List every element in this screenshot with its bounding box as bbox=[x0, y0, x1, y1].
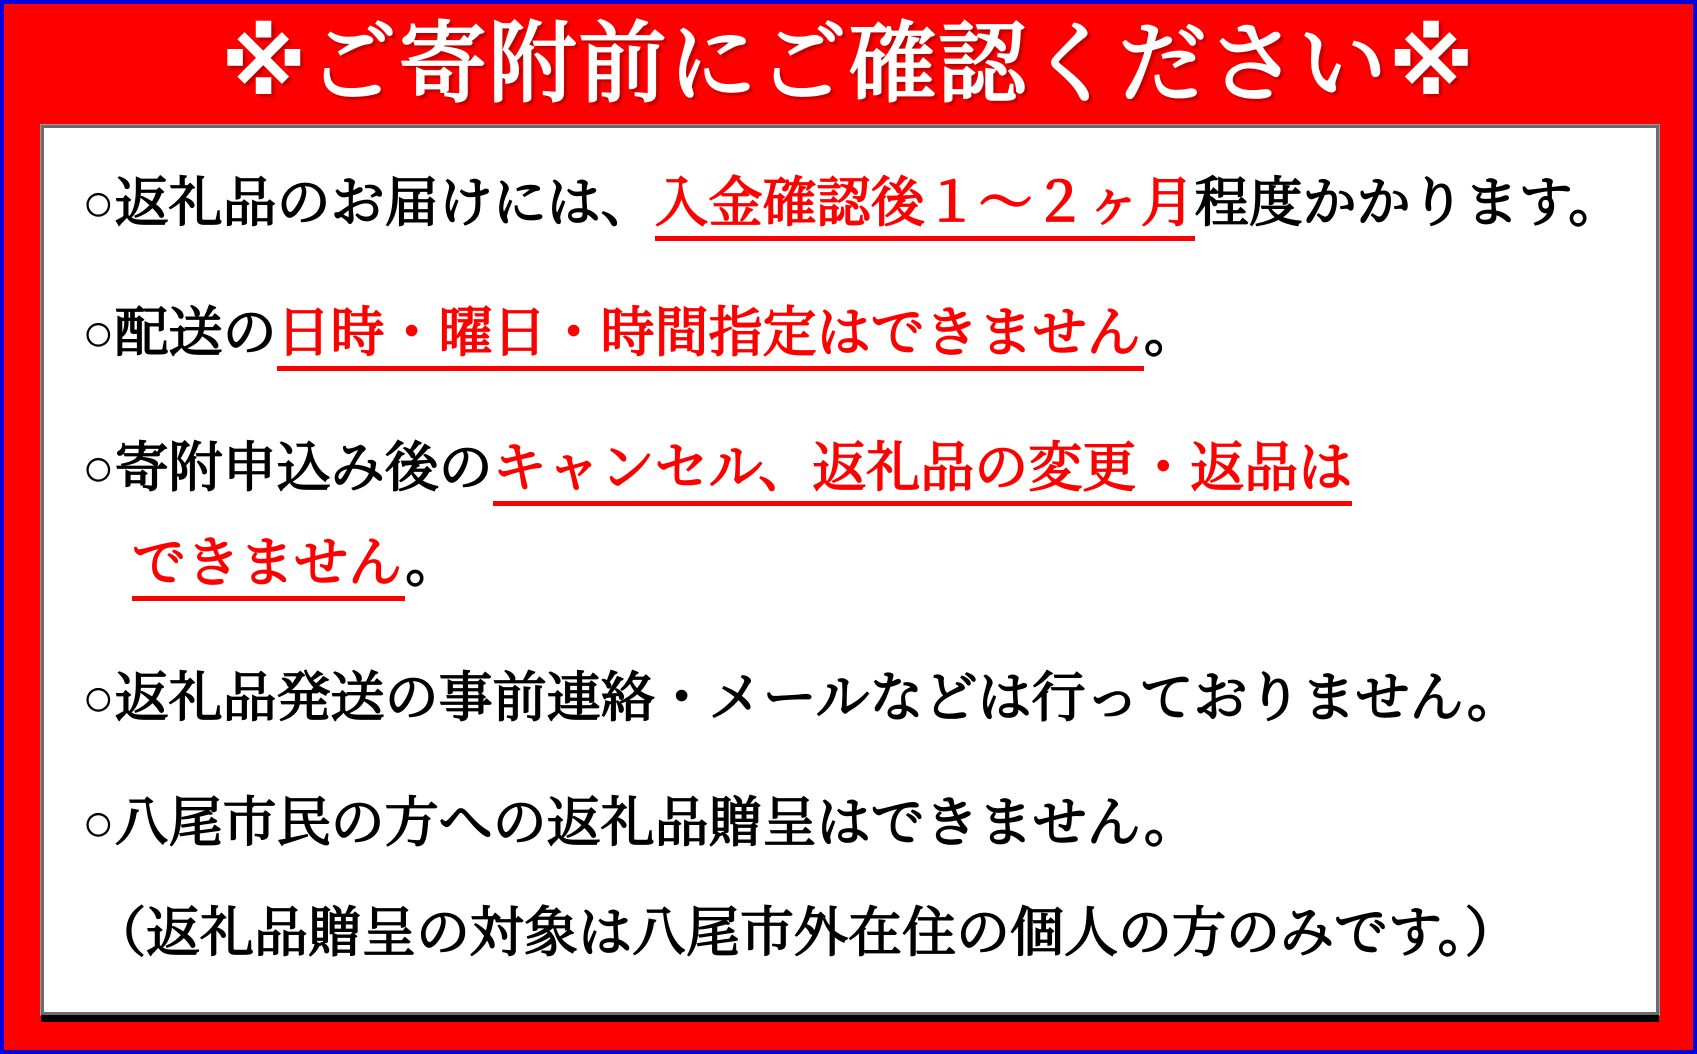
emphasized-text: キャンセル、返礼品の変更・返品は bbox=[493, 438, 1353, 506]
plain-text: 。 bbox=[405, 533, 460, 593]
plain-text: 。 bbox=[1143, 303, 1198, 363]
plain-text: 程度かかります。 bbox=[1194, 173, 1623, 233]
plain-text: ○八尾市民の方への返礼品贈呈はできません。 bbox=[82, 793, 1198, 853]
notice-line-no-date-specification bbox=[44, 290, 1198, 367]
plain-text: ○返礼品発送の事前連絡・メールなどは行っておりません。 bbox=[82, 668, 1521, 728]
notice-line-no-cancellation-part2 bbox=[44, 520, 459, 597]
plain-text: ○配送の bbox=[82, 303, 277, 363]
notice-line-eligibility-note bbox=[44, 890, 1519, 967]
notice-line-no-advance-contact bbox=[44, 655, 1521, 732]
notice-line-no-gifts-for-residents bbox=[44, 780, 1198, 857]
banner-title: ※ご寄附前にご確認ください※ bbox=[220, 14, 1477, 113]
notice-panel bbox=[41, 125, 1659, 1015]
plain-text: （返礼品贈呈の対象は八尾市外在住の個人の方のみです。） bbox=[92, 903, 1519, 963]
emphasized-text: できません bbox=[132, 533, 405, 601]
plain-text: ○寄附申込み後の bbox=[82, 438, 493, 498]
notice-line-delivery-time bbox=[44, 160, 1622, 237]
notice-line-no-cancellation-part1 bbox=[44, 425, 1352, 502]
emphasized-text: 入金確認後１～２ヶ月 bbox=[655, 173, 1195, 241]
plain-text: ○返礼品のお届けには、 bbox=[82, 173, 655, 233]
emphasized-text: 日時・曜日・時間指定はできません bbox=[277, 303, 1144, 371]
